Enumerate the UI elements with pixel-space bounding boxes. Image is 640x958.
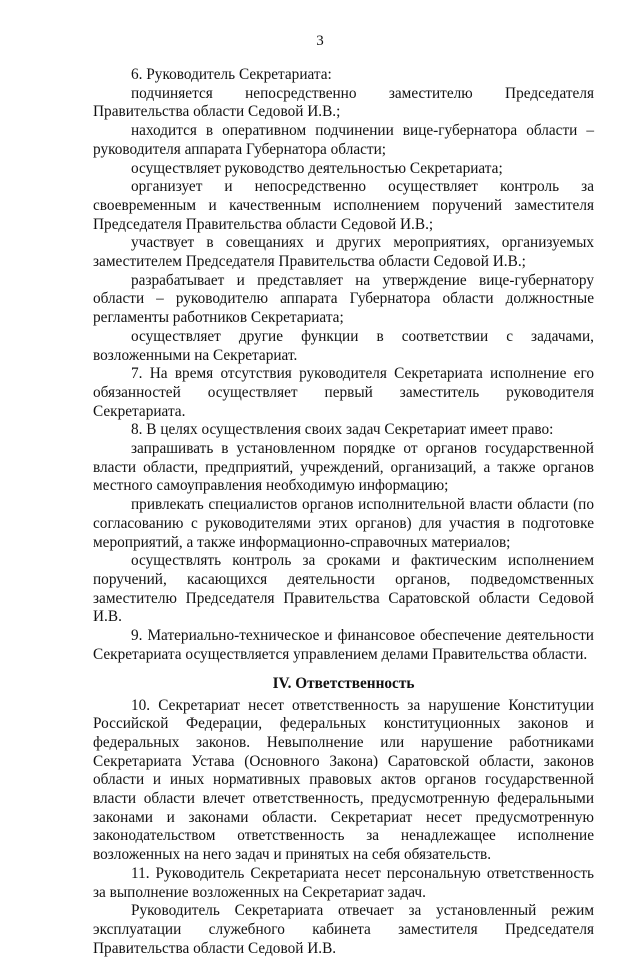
paragraph-6-item-3: осуществляет руководство деятельностью Секретариата; xyxy=(131,159,503,177)
paragraph-6-item-6: разрабатывает и представляет на утверждение вице-губернатору области – руководителю аппарата Губернатора области должностные регламенты работников Секретариата; xyxy=(93,271,594,327)
paragraph-8-item-2: привлекать специалистов органов исполнительной власти области (по согласованию с руководителями этих органов) для участия в подготовке мероприятий, а также информационно-справочных материалов; xyxy=(93,496,594,551)
paragraph-9: 9. Материально-техническое и финансовое обеспечение деятельности Секретариата осуществляется управлением делами Правительства области. xyxy=(93,627,594,663)
paragraph-8-title: 8. В целях осуществления своих задач Секретариат имеет право: xyxy=(131,421,554,439)
paragraph-10: 10. Секретариат несет ответственность за нарушение Конституции Российской Федерации, федеральных конституционных законов и федеральных законов. Невыполнение или нарушение работниками Секретариата Устава (Основного Закона) Саратовской области, законов области и иных нормативных правовых актов органов государственной власти области влечет ответственность, предусмотренную федеральными законами и законами области. Секретариат несет предусмотренную законодательством ответственность за ненадлежащее исполнение возложенных на него задач и принятых на себя обязательств. xyxy=(93,696,594,864)
paragraph-8-item-3: осуществлять контроль за сроками и фактическим исполнением поручений, касающихся деятельности органов, подведомственных заместителю Председателя Правительства Саратовской области Седовой И.В. xyxy=(93,552,594,626)
section-heading-responsibility: IV. Ответственность xyxy=(272,674,415,692)
paragraph-8-item-1: запрашивать в установленном порядке от органов государственной власти области, предприятий, учреждений, организаций, а также органов местного самоуправления необходимую информацию; xyxy=(93,440,594,495)
paragraph-6-item-5: участвует в совещаниях и других мероприятиях, организуемых заместителем Председателя Правительства области Седовой И.В.; xyxy=(93,234,594,271)
paragraph-7: 7. На время отсутствия руководителя Секретариата исполнение его обязанностей осуществляет первый заместитель руководителя Секретариата. xyxy=(93,365,594,420)
paragraph-11: 11. Руководитель Секретариата несет персональную ответственность за выполнение возложенных на Секретариат задач. xyxy=(93,864,594,901)
paragraph-6-item-4: организует и непосредственно осуществляет контроль за своевременным и качественным исполнением поручений заместителя Председателя Правительства области Седовой И.В.; xyxy=(93,178,594,233)
paragraph-6-item-1: подчиняется непосредственно заместителю Председателя Правительства области Седовой И.В.; xyxy=(93,84,594,121)
page-number: 3 xyxy=(316,33,324,49)
paragraph-6-title: 6. Руководитель Секретариата: xyxy=(131,66,332,83)
paragraph-6-item-7: осуществляет другие функции в соответствии с задачами, возложенными на Секретариат. xyxy=(93,327,594,364)
document-body xyxy=(93,66,594,958)
paragraph-11-continued: Руководитель Секретариата отвечает за установленный режим эксплуатации служебного кабинета заместителя Председателя Правительства области Седовой И.В. xyxy=(93,902,594,957)
paragraph-6-item-2: находится в оперативном подчинении вице-губернатора области – руководителя аппарата Губернатора области; xyxy=(93,122,594,158)
